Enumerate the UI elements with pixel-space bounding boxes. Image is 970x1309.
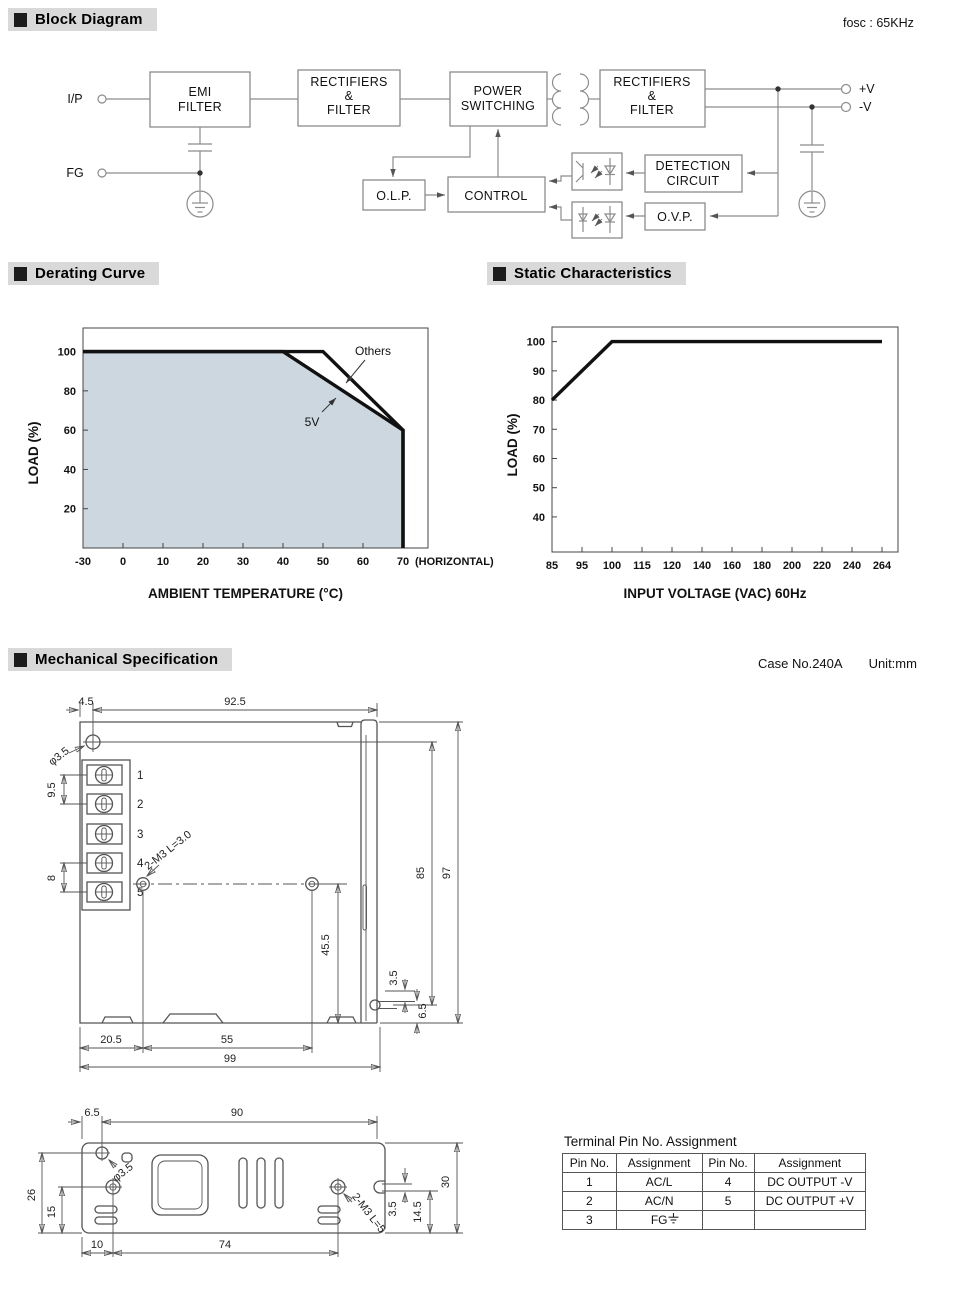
svg-text:DETECTION: DETECTION (655, 159, 731, 173)
x-tick-label: 180 (752, 560, 772, 572)
series-annotation: Others (354, 344, 392, 358)
y-tick-label: 100 (57, 346, 76, 359)
svg-text:&: & (647, 89, 657, 103)
derating-curve-chart (20, 293, 495, 618)
svg-text:O.V.P.: O.V.P. (657, 210, 693, 224)
terminal-screw (87, 794, 122, 814)
x-tick-label: 10 (156, 556, 170, 568)
series-line-load (552, 342, 882, 400)
x-tick-label: 40 (276, 556, 290, 568)
x-tick-label: 220 (812, 560, 832, 572)
dimension-label: 3.5 (388, 970, 400, 986)
table-cell (616, 1211, 702, 1230)
junction-dot (809, 104, 814, 109)
y-tick-label: 40 (63, 464, 76, 477)
table-cell: AC/L (616, 1173, 702, 1192)
x-tick-label: 264 (872, 560, 892, 572)
screw-hole (329, 1178, 347, 1196)
section-title: Derating Curve (35, 265, 146, 282)
section-header-block-diagram (8, 8, 157, 31)
dimension-label: 3.5 (387, 1201, 399, 1217)
static-characteristics-chart (490, 293, 960, 618)
y-tick-label: 90 (532, 365, 545, 378)
dimension-label: 8 (46, 874, 58, 882)
x-tick-label: 95 (575, 560, 589, 572)
transformer-icon (553, 74, 589, 125)
input-rectifier-block (298, 70, 400, 126)
dimension-label: 97 (441, 866, 453, 880)
section-bullet-icon (14, 13, 27, 27)
x-tick-label: 20 (196, 556, 210, 568)
vminus-label: -V (859, 100, 872, 114)
table-cell: DC OUTPUT -V (754, 1173, 865, 1192)
x-axis-suffix: (HORIZONTAL) (415, 556, 494, 568)
section-header-derating (8, 262, 159, 285)
y-tick-label: 100 (526, 336, 545, 349)
pin-number: 4 (137, 858, 144, 870)
annotation-leader (346, 360, 365, 383)
section-bullet-icon (493, 267, 506, 281)
x-tick-label: 50 (316, 556, 330, 568)
dimension-label: 6.5 (417, 1003, 429, 1019)
capacitor-icon (800, 145, 824, 152)
table-row (563, 1192, 866, 1211)
ac-inlet-cutout (152, 1155, 208, 1215)
x-tick-label: 120 (662, 560, 682, 572)
pin-number: 5 (137, 887, 144, 899)
dimension-label: 10 (90, 1239, 104, 1251)
y-axis-title: LOAD (%) (26, 421, 41, 485)
y-tick-label: 70 (532, 424, 545, 437)
dimension-label: φ3.5 (110, 1161, 136, 1185)
chassis-outline (82, 1143, 388, 1236)
case-number: Case No.240A (758, 656, 843, 671)
fg-terminal-icon (98, 169, 106, 177)
table-row (563, 1173, 866, 1192)
dimension-label: 15 (46, 1205, 58, 1219)
dimension-label: 99 (223, 1053, 237, 1065)
terminal-screw (87, 824, 122, 844)
mechanical-side-view (26, 1105, 475, 1270)
svg-text:O.L.P.: O.L.P. (376, 189, 412, 203)
x-tick-label: 70 (396, 556, 410, 568)
table-cell (754, 1211, 865, 1230)
detection-circuit-block (645, 155, 742, 192)
section-header-static (487, 262, 686, 285)
pin-assignment-table (562, 1153, 866, 1230)
y-tick-label: 80 (532, 395, 545, 408)
table-cell (702, 1211, 754, 1230)
svg-text:CONTROL: CONTROL (464, 189, 528, 203)
x-tick-label: -30 (75, 556, 91, 568)
dimension-label: 26 (26, 1188, 38, 1202)
power-switching-block (450, 72, 547, 126)
section-bullet-icon (14, 267, 27, 281)
y-tick-label: 80 (63, 385, 76, 398)
input-terminal-icon (98, 95, 106, 103)
table-cell: 4 (702, 1173, 754, 1192)
table-header: Pin No. (702, 1154, 754, 1173)
x-tick-label: 60 (356, 556, 370, 568)
dimension-label: 74 (218, 1239, 232, 1251)
x-tick-label: 160 (722, 560, 742, 572)
table-cell: 5 (702, 1192, 754, 1211)
svg-text:FILTER: FILTER (178, 100, 222, 114)
block-diagram (40, 40, 970, 255)
olp-block (363, 180, 425, 210)
svg-text:FILTER: FILTER (630, 103, 674, 117)
emi-filter-block (150, 72, 250, 127)
ovp-block (645, 203, 705, 230)
svg-text:SWITCHING: SWITCHING (460, 99, 536, 113)
section-title: Static Characteristics (514, 265, 672, 282)
table-header: Assignment (754, 1154, 865, 1173)
dimension-label: 14.5 (412, 1201, 424, 1223)
y-tick-label: 50 (532, 482, 545, 495)
vent-slots (239, 1158, 283, 1208)
x-tick-label: 30 (236, 556, 250, 568)
y-axis-title: LOAD (%) (505, 413, 520, 477)
optocoupler-icon (572, 202, 622, 238)
terminal-block (82, 760, 144, 910)
unit-note: Unit:mm (868, 656, 917, 671)
dimension-label: 4.5 (78, 696, 94, 708)
pcb-mounting-holes (133, 878, 347, 891)
y-tick-label: 60 (532, 453, 545, 466)
dimension-label: 92.5 (224, 696, 246, 708)
svg-text:CIRCUIT: CIRCUIT (666, 174, 720, 188)
vminus-terminal-icon (842, 103, 851, 112)
dimension-label: φ3.5 (46, 745, 72, 769)
pin-number: 2 (137, 799, 144, 811)
pin-table-title: Terminal Pin No. Assignment (564, 1134, 737, 1149)
mounting-hole (83, 732, 437, 752)
fg-label: FG (650, 1213, 668, 1227)
svg-text:RECTIFIERS: RECTIFIERS (613, 75, 691, 89)
dimension-label: 90 (230, 1107, 244, 1119)
control-block (448, 177, 545, 212)
y-tick-label: 60 (63, 425, 76, 438)
plot-border (552, 327, 898, 552)
table-cell: 3 (563, 1211, 617, 1230)
input-terminal-label: I/P (67, 92, 83, 106)
dimension-label: 2-M3 L=5 (349, 1191, 388, 1236)
table-cell: 1 (563, 1173, 617, 1192)
x-axis-title: INPUT VOLTAGE (VAC) 60Hz (623, 586, 807, 601)
case-note (758, 656, 917, 671)
pin-number: 3 (137, 829, 144, 841)
table-cell: AC/N (616, 1192, 702, 1211)
capacitor-icon (188, 144, 212, 151)
section-title: Mechanical Specification (35, 651, 219, 668)
fosc-note: fosc : 65KHz (843, 16, 914, 30)
vplus-label: +V (859, 82, 875, 96)
mechanical-top-view (45, 695, 475, 1095)
y-tick-label: 20 (63, 503, 76, 516)
junction-dot (197, 170, 202, 175)
svg-text:RECTIFIERS: RECTIFIERS (310, 75, 388, 89)
dimension-label: 30 (440, 1175, 452, 1189)
dimension-label: 55 (220, 1034, 234, 1046)
x-tick-label: 240 (842, 560, 862, 572)
x-tick-label: 115 (633, 560, 651, 572)
table-cell: 2 (563, 1192, 617, 1211)
output-rectifier-block (600, 70, 705, 127)
x-axis-title: AMBIENT TEMPERATURE (°C) (148, 586, 343, 601)
dimensions (46, 696, 463, 1072)
junction-dot (775, 86, 780, 91)
series-annotation: 5V (304, 415, 320, 429)
dimension-label: 20.5 (100, 1034, 122, 1046)
svg-text:&: & (344, 89, 354, 103)
optocoupler-icon (572, 153, 622, 190)
pin-number: 1 (137, 770, 144, 782)
dimension-label: 9.5 (46, 782, 58, 798)
table-row (563, 1211, 866, 1230)
dimensions (26, 1107, 463, 1257)
earth-ground-icon (187, 191, 213, 217)
x-tick-label: 100 (602, 560, 622, 572)
svg-text:EMI: EMI (188, 85, 212, 99)
table-header: Assignment (616, 1154, 702, 1173)
dimension-label: 6.5 (84, 1107, 100, 1119)
earth-icon (667, 1213, 680, 1224)
table-cell: DC OUTPUT +V (754, 1192, 865, 1211)
terminal-pin-table (562, 1134, 874, 1230)
terminal-screw (87, 853, 122, 873)
terminal-screw (87, 765, 122, 785)
vplus-terminal-icon (842, 85, 851, 94)
section-header-mechanical (8, 648, 232, 671)
x-tick-label: 0 (119, 556, 127, 568)
x-tick-label: 200 (782, 560, 802, 572)
dimension-label: 85 (415, 866, 427, 880)
dimension-label: 2-M3 L=3.0 (142, 828, 194, 873)
y-tick-label: 40 (532, 511, 545, 524)
x-tick-label: 140 (692, 560, 712, 572)
section-title: Block Diagram (35, 11, 143, 28)
dimension-label: 45.5 (320, 934, 332, 956)
section-bullet-icon (14, 653, 27, 667)
terminal-screw (87, 882, 122, 902)
svg-text:FILTER: FILTER (327, 103, 371, 117)
fg-terminal-label: FG (66, 166, 84, 180)
earth-ground-icon (799, 191, 825, 217)
x-tick-label: 85 (545, 560, 559, 572)
svg-text:POWER: POWER (473, 84, 523, 98)
table-header: Pin No. (563, 1154, 617, 1173)
